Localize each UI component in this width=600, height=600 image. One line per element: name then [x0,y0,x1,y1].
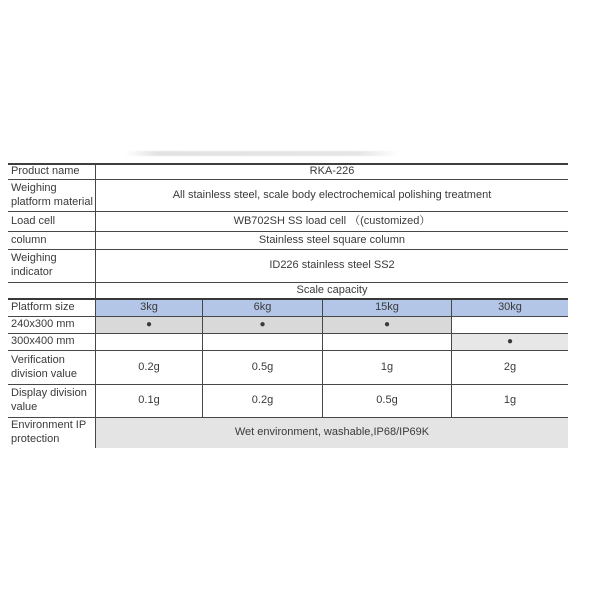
row-capacity-header [8,300,568,317]
cell-verification-15kg: 1g [323,351,452,384]
platform-material-value: All stainless steel, scale body electrochemical polishing treatment [172,188,492,201]
row-product-name [8,165,568,180]
platform-size-label: Platform size [8,300,96,316]
product-name-label: Product name [8,165,96,179]
scale-capacity-value: Scale capacity [296,283,368,296]
size-240x300-label: 240x300 mm [8,317,96,333]
cell-300x400-6kg [203,334,323,350]
weighing-indicator-label: Weighing indicator [8,250,96,282]
verification-division-label: Verification division value [8,351,96,384]
capacity-col-15kg: 15kg [323,300,452,316]
row-display-division [8,385,568,418]
row-300x400 [8,334,568,351]
row-240x300 [8,317,568,334]
scan-artifact-smudge [125,151,400,156]
cell-verification-3kg: 0.2g [96,351,203,384]
size-300x400-label: 300x400 mm [8,334,96,350]
cell-display-6kg: 0.2g [203,385,323,417]
cell-display-30kg: 1g [503,394,517,407]
column-label: column [8,232,96,249]
scale-capacity-label [8,283,96,298]
row-scale-capacity [8,283,568,300]
cell-300x400-15kg [323,334,452,350]
platform-material-label: Weighing platform material [8,180,96,211]
capacity-col-3kg: 3kg [96,300,203,316]
row-environment-ip [8,418,568,448]
weighing-indicator-value: ID226 stainless steel SS2 [269,259,395,272]
product-name-value: RKA-226 [309,165,355,178]
cell-verification-6kg: 0.5g [203,351,323,384]
load-cell-label: Load cell [8,212,96,231]
cell-display-3kg: 0.1g [96,385,203,417]
cell-240x300-6kg: ● [203,317,323,333]
cell-300x400-30kg: ● [452,334,568,350]
row-verification-division [8,351,568,385]
cell-240x300-30kg [452,317,568,333]
load-cell-value: WB702SH SS load cell （(customized） [233,214,431,227]
row-weighing-indicator [8,250,568,283]
capacity-col-6kg: 6kg [203,300,323,316]
cell-display-15kg: 0.5g [323,385,452,417]
row-load-cell [8,212,568,232]
column-value: Stainless steel square column [258,233,406,246]
cell-240x300-15kg: ● [323,317,452,333]
environment-ip-label: Environment IP protection [8,418,96,448]
cell-300x400-3kg [96,334,203,350]
cell-verification-30kg: 2g [503,360,517,373]
product-spec-table [8,163,568,448]
row-platform-material [8,180,568,212]
display-division-label: Display division value [8,385,96,417]
row-column [8,232,568,250]
environment-ip-value: Wet environment, washable,IP68/IP69K [96,418,568,448]
capacity-col-30kg: 30kg [452,300,568,316]
cell-240x300-3kg: ● [96,317,203,333]
